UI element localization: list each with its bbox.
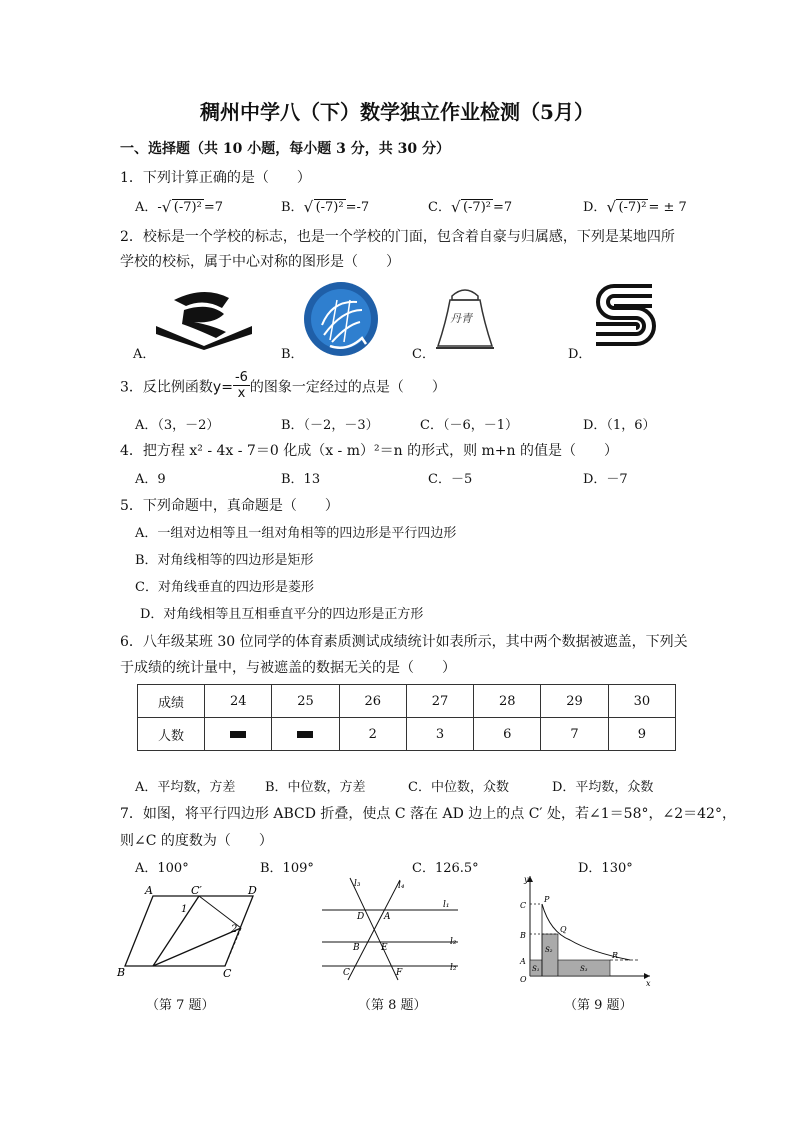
- q7-option-d: D．130°: [578, 861, 633, 876]
- table-cell-covered: [205, 718, 272, 751]
- figure-9: [510, 872, 655, 987]
- q7-option-c: C．126.5°: [412, 861, 479, 876]
- table-cell: 28: [474, 685, 541, 718]
- school-logo-c: [430, 282, 500, 358]
- figure-8: [320, 872, 465, 984]
- q2-label-d: D．: [568, 347, 592, 362]
- svg-text:x: x: [646, 979, 651, 987]
- table-cell: 9: [608, 718, 675, 751]
- svg-text:S₃: S₃: [580, 965, 588, 973]
- figure-7: [115, 882, 275, 982]
- q6-option-a: A．平均数，方差: [135, 780, 236, 795]
- q2-line1: 2．校标是一个学校的标志，也是一个学校的门面，包含着自豪与归属感，下列是某地四所: [120, 229, 675, 245]
- q6-line1: 6．八年级某班 30 位同学的体育素质测试成绩统计如表所示，其中两个数据被遮盖，下列关: [120, 634, 688, 650]
- table-cell: 3: [406, 718, 473, 751]
- svg-text:l₂: l₂: [450, 937, 457, 947]
- q3-option-c: C．（－6，－1）: [420, 418, 518, 433]
- q7-option-b: B．109°: [260, 861, 314, 876]
- q3-option-b: B．（－2，－3）: [281, 418, 379, 433]
- q1-option-b: B．√ (-7)² =-7: [281, 196, 369, 215]
- table-cell: 成绩: [138, 685, 205, 718]
- q2-label-b: B．: [281, 347, 304, 362]
- svg-text:A: A: [384, 912, 391, 922]
- svg-text:F: F: [396, 968, 403, 978]
- table-cell: 30: [608, 685, 675, 718]
- svg-text:E: E: [381, 943, 388, 953]
- q1-option-c: C．√ (-7)² =7: [428, 196, 512, 215]
- svg-text:O: O: [520, 975, 527, 984]
- table-cell: 25: [272, 685, 339, 718]
- q2-line2: 学校的校标，属于中心对称的图形是（ ）: [120, 254, 400, 270]
- q5-stem: 5．下列命题中，真命题是（ ）: [120, 498, 339, 514]
- q1-stem: 1．下列计算正确的是（ ）: [120, 170, 311, 186]
- svg-text:丹青: 丹青: [450, 312, 472, 325]
- q6-option-d: D．平均数，众数: [552, 780, 654, 795]
- q5-option-c: C．对角线垂直的四边形是菱形: [135, 580, 314, 595]
- svg-text:R: R: [612, 951, 619, 960]
- page-title: 稠州中学八（下）数学独立作业检测（5月）: [200, 100, 594, 124]
- figure-7-caption: （第 7 题）: [146, 998, 215, 1013]
- q4-option-a: A．9: [135, 472, 166, 487]
- figure-8-caption: （第 8 题）: [358, 998, 427, 1013]
- svg-text:B: B: [520, 931, 526, 940]
- q2-label-a: A．: [133, 347, 156, 362]
- q3-option-d: D．（1，6）: [583, 418, 656, 433]
- q4-option-d: D．－7: [583, 472, 628, 487]
- school-logo-d: [592, 282, 658, 352]
- q6-option-b: B．中位数，方差: [265, 780, 366, 795]
- school-logo-b: [302, 280, 380, 358]
- q7-line2: 则∠C 的度数为（ ）: [120, 833, 273, 849]
- table-cell: 2: [339, 718, 406, 751]
- svg-text:P: P: [544, 895, 550, 904]
- svg-text:S₂: S₂: [545, 946, 553, 954]
- q4-option-c: C．－5: [428, 472, 473, 487]
- svg-text:D: D: [357, 912, 365, 922]
- svg-text:B: B: [117, 966, 126, 979]
- q4-stem: 4．把方程 x² - 4x - 7＝0 化成（x - m）²＝n 的形式，则 m+n 的值是（ ）: [120, 443, 618, 459]
- svg-text:A: A: [145, 884, 153, 897]
- q1-option-a: A．-√ (-7)² =7: [135, 196, 223, 215]
- svg-text:Q: Q: [560, 925, 567, 934]
- q6-option-c: C．中位数，众数: [408, 780, 509, 795]
- q1-option-d: D．√ (-7)² = ± 7: [583, 196, 687, 215]
- svg-text:2: 2: [231, 924, 238, 935]
- school-logo-a: [154, 280, 254, 350]
- table-cell: 6: [474, 718, 541, 751]
- svg-text:l₄: l₄: [398, 881, 405, 891]
- svg-text:l₁: l₁: [443, 900, 450, 910]
- svg-text:1: 1: [181, 904, 188, 915]
- q3-option-a: A．（3，－2）: [135, 418, 220, 433]
- section-heading: 一、选择题（共 10 小题，每小题 3 分，共 30 分）: [120, 141, 450, 157]
- q5-option-b: B．对角线相等的四边形是矩形: [135, 553, 314, 568]
- svg-text:y: y: [524, 875, 529, 884]
- svg-text:S₁: S₁: [532, 965, 540, 973]
- table-cell: 26: [339, 685, 406, 718]
- table-cell: 27: [406, 685, 473, 718]
- table-row: [138, 718, 676, 751]
- q7-line1: 7．如图，将平行四边形 ABCD 折叠，使点 C 落在 AD 边上的点 C′ 处，若∠1＝58°，∠2＝42°，: [120, 806, 736, 822]
- cover-block-icon: [230, 731, 246, 738]
- score-table: [137, 684, 676, 751]
- q5-option-d: D．对角线相等且互相垂直平分的四边形是正方形: [140, 607, 424, 622]
- svg-text:l₂: l₂: [450, 963, 457, 973]
- svg-text:D: D: [248, 884, 257, 897]
- table-cell: 7: [541, 718, 608, 751]
- table-cell: 24: [205, 685, 272, 718]
- q3-stem: 3．反比例函数y= $\frac{-6}{x}$ 的图象一定经过的点是（ ）: [120, 370, 446, 401]
- q4-option-b: B．13: [281, 472, 321, 487]
- q2-label-c: C．: [412, 347, 435, 362]
- table-cell: 人数: [138, 718, 205, 751]
- svg-text:C: C: [520, 901, 527, 910]
- q7-option-a: A．100°: [135, 861, 189, 876]
- svg-text:C: C: [223, 967, 232, 980]
- svg-text:C: C: [343, 968, 350, 978]
- table-row: [138, 685, 676, 718]
- svg-text:C′: C′: [191, 884, 202, 897]
- cover-block-icon: [297, 731, 313, 738]
- figure-9-caption: （第 9 题）: [564, 998, 633, 1013]
- table-cell-covered: [272, 718, 339, 751]
- svg-text:A: A: [520, 957, 526, 966]
- svg-text:B: B: [353, 943, 360, 953]
- q6-line2: 于成绩的统计量中，与被遮盖的数据无关的是（ ）: [120, 660, 456, 676]
- table-cell: 29: [541, 685, 608, 718]
- svg-text:l₃: l₃: [354, 879, 361, 889]
- q5-option-a: A．一组对边相等且一组对角相等的四边形是平行四边形: [135, 526, 457, 541]
